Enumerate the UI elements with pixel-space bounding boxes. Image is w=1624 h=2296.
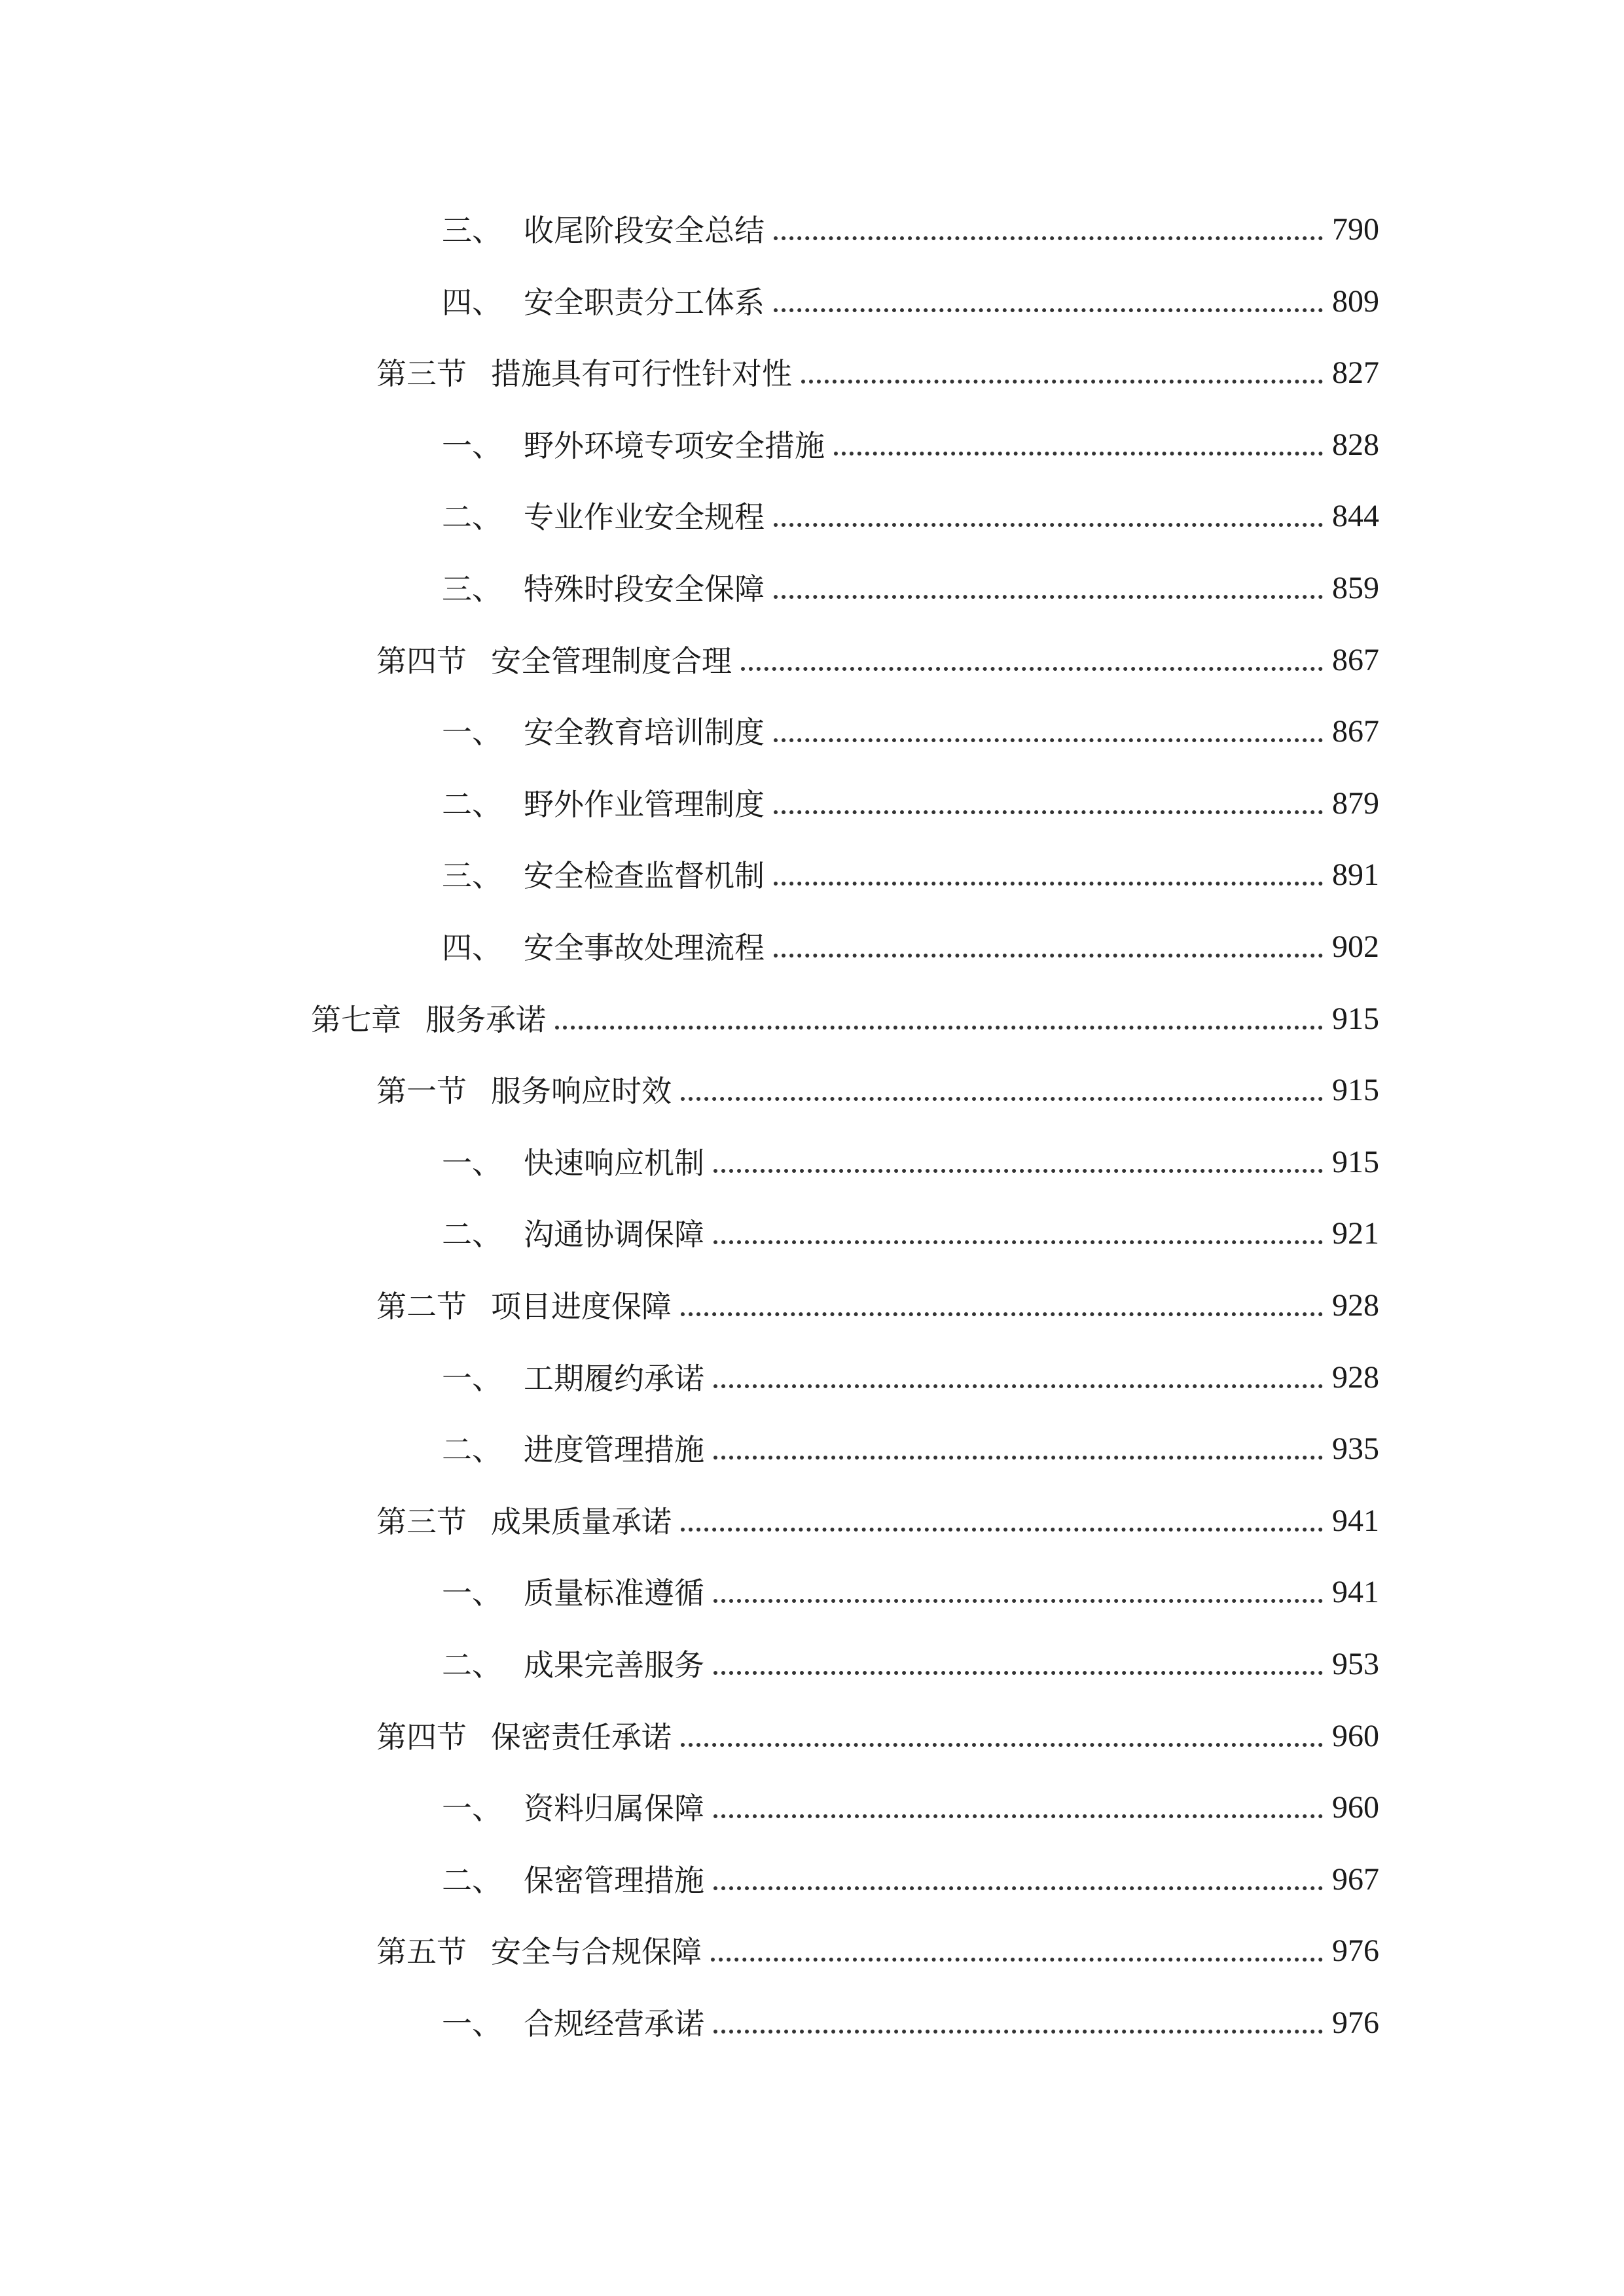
toc-entry[interactable]: [376, 336, 1379, 389]
toc-entry-number: 第三节: [376, 356, 467, 391]
toc-dot-leader: [741, 667, 1323, 671]
toc-entry-title: 安全管理制度合理: [491, 643, 732, 679]
toc-dot-leader: [713, 1814, 1323, 1818]
toc-entry-page-number: 828: [1332, 427, 1379, 462]
toc-entry-title: 收尾阶段安全总结: [524, 213, 765, 248]
toc-dot-leader: [801, 380, 1323, 384]
toc-entry[interactable]: [311, 982, 1379, 1035]
toc-entry-number: 三、: [442, 858, 502, 893]
toc-entry-title: 进度管理措施: [524, 1432, 704, 1467]
toc-entry-number: 三、: [442, 213, 502, 248]
toc-entry-page-number: 879: [1332, 786, 1379, 821]
toc-entry-page-number: 928: [1332, 1288, 1379, 1323]
toc-entry-page-number: 859: [1332, 571, 1379, 605]
toc-entry-number: 一、: [442, 1145, 502, 1181]
toc-entry-page-number: 921: [1332, 1216, 1379, 1251]
toc-entry-number: 一、: [442, 1575, 502, 1611]
toc-dot-leader: [681, 1743, 1323, 1747]
toc-dot-leader: [774, 523, 1323, 527]
toc-entry[interactable]: [376, 1269, 1379, 1324]
toc-entry-number: 一、: [442, 428, 502, 463]
toc-entry[interactable]: [442, 767, 1379, 822]
toc-dot-leader: [681, 1312, 1323, 1316]
toc-entry-page-number: 928: [1332, 1360, 1379, 1395]
toc-entry-page-number: 891: [1332, 857, 1379, 892]
toc-dot-leader: [713, 1671, 1323, 1675]
toc-entry-page-number: 915: [1332, 1073, 1379, 1107]
toc-entry[interactable]: [442, 838, 1379, 891]
toc-entry-title: 快速响应机制: [524, 1145, 704, 1181]
toc-entry[interactable]: [442, 910, 1379, 963]
toc-entry-number: 一、: [442, 2006, 502, 2041]
toc-dot-leader: [713, 1384, 1323, 1388]
toc-entry-title: 专业作业安全规程: [524, 499, 765, 535]
toc-entry-title: 野外作业管理制度: [524, 787, 765, 822]
toc-dot-leader: [713, 1886, 1323, 1890]
toc-dot-leader: [713, 1599, 1323, 1603]
toc-entry-page-number: 976: [1332, 1933, 1379, 1968]
toc-entry[interactable]: [442, 1412, 1379, 1465]
toc-entry-page-number: 867: [1332, 714, 1379, 749]
toc-dot-leader: [774, 810, 1323, 814]
toc-dot-leader: [834, 452, 1323, 456]
toc-entry-page-number: 960: [1332, 1790, 1379, 1825]
toc-entry-number: 第四节: [376, 1719, 467, 1755]
toc-dot-leader: [713, 2030, 1323, 2034]
toc-entry-number: 二、: [442, 1647, 502, 1683]
toc-entry-number: 第三节: [376, 1504, 467, 1539]
toc-dot-leader: [713, 1169, 1323, 1173]
toc-entry[interactable]: [442, 1197, 1379, 1252]
toc-entry-page-number: 827: [1332, 355, 1379, 390]
toc-entry-title: 项目进度保障: [491, 1289, 672, 1324]
toc-entry-page-number: 960: [1332, 1719, 1379, 1753]
toc-entry[interactable]: [442, 1341, 1379, 1396]
toc-entry-title: 安全事故处理流程: [524, 930, 765, 965]
toc-entry-page-number: 941: [1332, 1575, 1379, 1609]
toc-entry-title: 保密责任承诺: [491, 1719, 672, 1755]
toc-dot-leader: [774, 882, 1323, 886]
toc-entry-number: 二、: [442, 1432, 502, 1467]
toc-entry-title: 安全与合规保障: [491, 1934, 702, 1969]
toc-entry-number: 第七章: [311, 1002, 401, 1037]
toc-dot-leader: [774, 595, 1323, 599]
toc-entry[interactable]: [376, 1484, 1379, 1537]
toc-entry-page-number: 976: [1332, 2005, 1379, 2040]
toc-entry-number: 二、: [442, 787, 502, 822]
toc-entry-number: 一、: [442, 1361, 502, 1396]
toc-dot-leader: [681, 1528, 1323, 1532]
toc-dot-leader: [713, 1240, 1323, 1244]
toc-entry-title: 沟通协调保障: [524, 1217, 704, 1252]
toc-dot-leader: [555, 1026, 1323, 1030]
toc-entry[interactable]: [442, 480, 1379, 535]
toc-dot-leader: [774, 236, 1323, 240]
toc-entry[interactable]: [376, 1700, 1379, 1755]
toc-entry-page-number: 867: [1332, 643, 1379, 677]
toc-entry-title: 措施具有可行性针对性: [491, 356, 792, 391]
toc-dot-leader: [711, 1958, 1323, 1962]
toc-entry-title: 工期履约承诺: [524, 1361, 704, 1396]
toc-entry-title: 资料归属保障: [524, 1791, 704, 1826]
toc-entry-number: 第四节: [376, 643, 467, 679]
toc-entry[interactable]: [376, 1914, 1379, 1967]
toc-dot-leader: [774, 738, 1323, 742]
toc-entry[interactable]: [442, 695, 1379, 750]
toc-entry-number: 二、: [442, 1863, 502, 1898]
toc-entry-number: 二、: [442, 499, 502, 535]
toc-entry-page-number: 902: [1332, 929, 1379, 964]
toc-entry-number: 二、: [442, 1217, 502, 1252]
toc-entry-title: 安全检查监督机制: [524, 858, 765, 893]
toc-entry-page-number: 790: [1332, 212, 1379, 247]
toc-entry[interactable]: [442, 193, 1379, 248]
toc-dot-leader: [713, 1456, 1323, 1460]
toc-entry-page-number: 967: [1332, 1862, 1379, 1897]
toc-entry-number: 四、: [442, 285, 502, 320]
toc-entry[interactable]: [442, 1126, 1379, 1181]
toc-entry-page-number: 953: [1332, 1647, 1379, 1681]
toc-entry-title: 服务响应时效: [491, 1073, 672, 1109]
toc-entry-title: 质量标准遵循: [524, 1575, 704, 1611]
toc-entry-page-number: 935: [1332, 1431, 1379, 1466]
toc-entry-page-number: 915: [1332, 1001, 1379, 1036]
toc-entry[interactable]: [442, 1556, 1379, 1611]
toc-entry-title: 服务承诺: [425, 1002, 546, 1037]
toc-entry[interactable]: [442, 265, 1379, 320]
toc-entry-page-number: 915: [1332, 1145, 1379, 1179]
toc-entry[interactable]: [442, 552, 1379, 607]
toc-entry-title: 野外环境专项安全措施: [524, 428, 825, 463]
toc-entry[interactable]: [376, 1054, 1379, 1109]
toc-entry[interactable]: [442, 1986, 1379, 2039]
toc-entry-number: 第五节: [376, 1934, 467, 1969]
toc-entry-title: 成果质量承诺: [491, 1504, 672, 1539]
toc-entry-title: 成果完善服务: [524, 1647, 704, 1683]
toc-entry[interactable]: [376, 624, 1379, 679]
toc-dot-leader: [681, 1097, 1323, 1101]
toc-entry-page-number: 809: [1332, 284, 1379, 319]
toc-dot-leader: [774, 308, 1323, 312]
toc-entry[interactable]: [442, 1771, 1379, 1826]
toc-entry-number: 三、: [442, 571, 502, 607]
toc-entry-number: 四、: [442, 930, 502, 965]
toc-entry-number: 一、: [442, 715, 502, 750]
toc-entry[interactable]: [442, 1843, 1379, 1898]
toc-entry-number: 第二节: [376, 1289, 467, 1324]
toc-entry-title: 合规经营承诺: [524, 2006, 704, 2041]
toc-entry-title: 安全职责分工体系: [524, 285, 765, 320]
toc-entry[interactable]: [442, 1628, 1379, 1683]
toc-entry-number: 第一节: [376, 1073, 467, 1109]
toc-entry-number: 一、: [442, 1791, 502, 1826]
toc-entry-title: 安全教育培训制度: [524, 715, 765, 750]
toc-entry-title: 特殊时段安全保障: [524, 571, 765, 607]
toc-dot-leader: [774, 954, 1323, 958]
toc-entry-page-number: 941: [1332, 1503, 1379, 1538]
toc-entry[interactable]: [442, 408, 1379, 461]
toc-entry-title: 保密管理措施: [524, 1863, 704, 1898]
toc-entry-page-number: 844: [1332, 499, 1379, 533]
